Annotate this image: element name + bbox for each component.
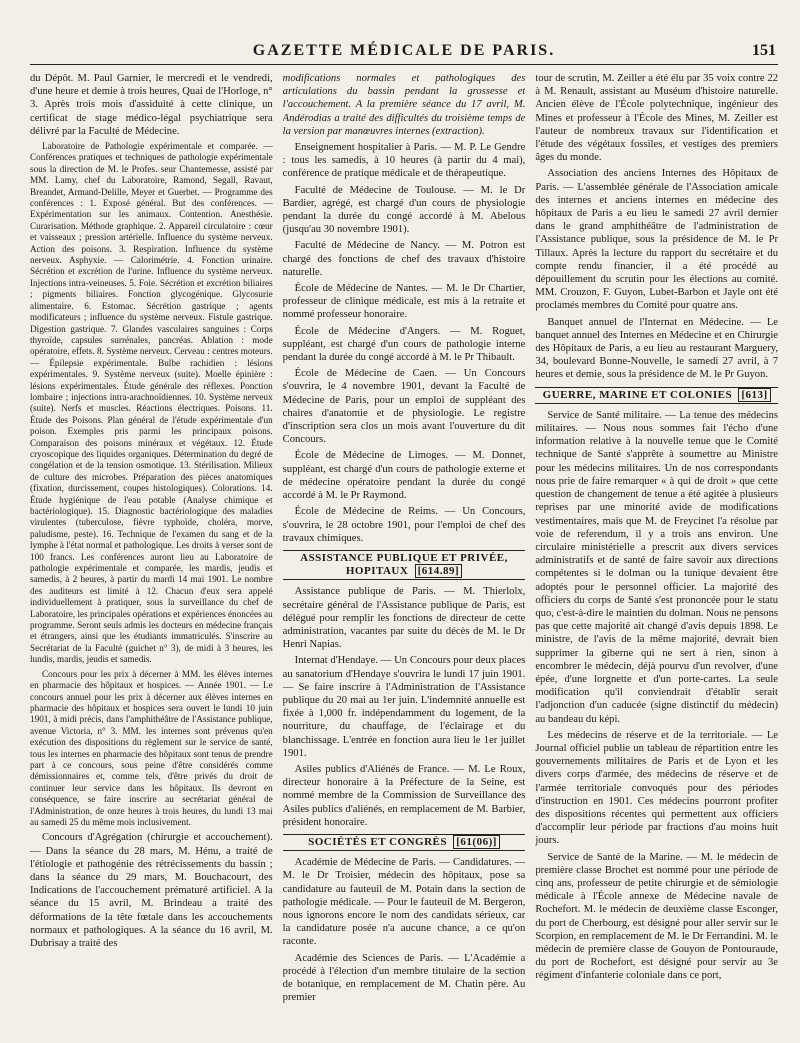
- section-title: SOCIÉTÉS ET CONGRÈS: [308, 835, 447, 848]
- page-number: 151: [752, 42, 776, 59]
- paragraph: tour de scrutin, M. Zeiller a été élu par 35 voix contre 22 à M. Renault, assistant au Muséum d'histoire naturelle. Ancien élève de l'École polytechnique, ingénieur des Mines et professeur à l'École des Mines, M. Zeiller est l'auteur de nombreux travaux sur l'identification et l'étude des végétaux fossiles, et vestiges des premiers âges du monde.: [535, 73, 779, 164]
- paragraph: École de Médecine de Limoges. — M. Donnet, suppléant, est chargé d'un cours de pathologie externe et de médecine opératoire pendant la durée du congé accordé à M. le Pr Raymond.: [282, 450, 526, 502]
- paragraph: du Dépôt. M. Paul Garnier, le mercredi et le vendredi, d'une heure et demie à trois heures, Quai de l'Horloge, n° 3. Après trois mois d'assiduité à cette clinique, un certificat de stage médico-légal psychiatrique sera délivré par la Faculté de Médecine.: [30, 73, 273, 137]
- paragraph: Faculté de Médecine de Toulouse. — M. le Dr Bardier, agrégé, est chargé d'un cours de physiologie pendant la durée du congé accordé à M. Abelous (jusqu'au 30 novembre 1901).: [282, 184, 526, 236]
- paragraph: École de Médecine d'Angers. — M. Roguet, suppléant, est chargé d'un cours de pathologie interne pendant la durée du congé accordé à M. le Pr Thibault.: [282, 325, 526, 364]
- paragraph: École de Médecine de Nantes. — M. le Dr Chartier, professeur de clinique médicale, est mis à la retraite et nommé professeur honoraire.: [282, 283, 526, 321]
- journal-title: GAZETTE MÉDICALE DE PARIS.: [252, 42, 556, 59]
- column-left: [30, 72, 273, 1037]
- paragraph: Assistance publique de Paris. — M. Thierlolx, secrétaire général de l'Assistance publique de Paris, est délégué pour remplir les fonctions de directeur de cette administration, vacantes par suite du décès de M. le Dr Henri Napias.: [282, 586, 526, 651]
- page-header: [30, 38, 778, 65]
- paragraph: Enseignement hospitalier à Paris. — M. P. Le Gendre : tous les samedis, à 10 heures (à partir du 4 mai), conférence de pratique médicale et de thérapeutique.: [282, 142, 526, 180]
- section-heading: [535, 387, 778, 404]
- paragraph: modifications normales et pathologiques des articulations du bassin pendant la grossesse et l'accouchement. A la première séance du 17 avril, M. Andérodias a traité des difficultés du troisième temps de la version par manœuvres internes (extraction).: [282, 73, 526, 137]
- paragraph: École de Médecine de Caen. — Un Concours s'ouvrira, le 4 novembre 1901, devant la Faculté de Médecine de Paris, pour un emploi de suppléant des chaires d'anatomie et de physiologie. Le registre d'inscription sera clos un mois avant l'ouverture du dit Concours.: [282, 368, 526, 446]
- paragraph: Service de Santé militaire. — La tenue des médecins militaires. — Nous nous sommes fait l'écho d'une information relative à la nouvelle tenue que le Comité technique de Santé s'apprête à soumettre au Ministre pour les médecins militaires. Un de nos correspondants nous prie de faire remarquer « à qui de droit » que cette question de changement de tenue a été agitée à plusieurs reprises par une minorité avide de modifications vestimentaires, mais que M. de Freycinet l'a résolue par voie de referendum, il y a trois ans environ. Une circulaire ministérielle a prescrit aux divers services administratifs et de santé de faire savoir aux directions compétentes si le dolman ou la tunique devaient être adoptés pour le personnel officier. La majorité des officiers du corps de Santé s'est prononcée pour le statu quo, c'est-à-dire le maintien du dolman. Nous ne pensons pas que cette majorité ait changé d'avis depuis 1898. Le ministre, de l'avis de la même majorité, devrait bien supprimer la giberne qui ne sert à rien, sinon à encombrer le médecin, déjà pourvu d'un revolver, d'une épée, d'une lorgnette et d'un porte-cartes. La seule modification qu'il conviendrait d'établir serait l'adjonction d'un caducée (signe distinctif du médecin) au bandeau du képi.: [535, 409, 779, 725]
- section-code: [613]: [738, 388, 770, 402]
- article-columns: [30, 72, 778, 1037]
- section-title: GUERRE, MARINE ET COLONIES: [542, 388, 733, 401]
- paragraph: Asiles publics d'Aliénés de France. — M. Le Roux, directeur honoraire à la Préfecture de la Seine, est nommé membre de la Commission de Surveillance des Asiles publics d'aliénés, en remplacement de M. Barbier, président honoraire.: [282, 763, 526, 828]
- paragraph: Concours d'Agrégation (chirurgie et accouchement). — Dans la séance du 28 mars, M. Hénu, a traité de l'étiologie et pathogénie des rétrécissements du bassin ; dans la séance du 29 mars, M. Bouchacourt, des Indications de l'accouchement prématuré artificiel. A la séance du 15 avril, M. Brindeau a traité des déformations de la tête fœtale dans les accouchements normaux et pathologiques. A la séance du 16 avril, M. Dubrisay a traité des: [30, 832, 273, 950]
- column-middle: [283, 72, 526, 1037]
- paragraph: Concours pour les prix à décerner à MM. les élèves internes en pharmacie des hôpitaux et hospices. — Année 1901. — Le concours annuel pour les prix à décerner aux élèves internes en pharmacie des hôpitaux et hospices sera ouvert le lundi 10 juin 1901, à midi précis, dans l'amphithéâtre de l'Assistance publique, avenue Victoria, n° 3. MM. les internes sont prévenus qu'en exécution des dispositions du règlement sur le service de santé, tous les internes en pharmacie des hôpitaux sont tenus de prendre part à ce concours, sous peine d'être considérés comme démissionnaires et, comme tels, d'être privés du droit de continuer leur service dans les hôpitaux. Ils devront en conséquence, se faire inscrire au secrétariat général de l'Administration, de onze heures à trois heures, du lundi 13 mai au samedi 25 du même mois inclusivement.: [30, 668, 273, 827]
- paragraph: Association des anciens Internes des Hôpitaux de Paris. — L'assemblée générale de l'Association amicale des internes et anciens internes en médecine des hôpitaux de Paris a eu lieu le samedi 27 avril dernier dans le grand amphithéâtre de l'administration de l'Assistance publique, sous la présidence de M. le Pr Tillaux. Après la lecture du rapport du secrétaire et du compte rendu financier, il a été procédé au dépouillement du scrutin pour les élections au comité. MM. Crouzon, F. Guyon, Lubet-Barbon et Jayle ont été proclamés membres du Comité pour quatre ans.: [535, 168, 779, 312]
- paragraph: Service de Santé de la Marine. — M. le médecin de première classe Brochet est nommé pour une période de cinq ans, professeur de petite chirurgie et de sémiologie médicale à l'École annexe de Médecine navale de Rochefort. M. le médecin de deuxième classe Esconger, du port de Cherbourg, est désigné pour aller servir sur le Scorpion, en remplacement de M. le Dr Ferrandini. M. le médecin de première classe de Gouyon de Pontouraude, du port de Rochefort, est désigné pour servir au 3e régiment d'infanterie coloniale dans ce port,: [535, 851, 779, 982]
- section-heading: [283, 550, 526, 580]
- paragraph: Laboratoire de Pathologie expérimentale et comparée. — Conférences pratiques et techniques de pathologie expérimentale sous la direction de M. le Profes. seur Chantemesse, assisté par MM. Lamy, chef du Laboratoire, Ramond, Segall, Ravaut, Breandet, Armand-Delille, Meyer et Guerbet. — Programme des conférences : 1. Exposé général. But des conférences. — Expérimentation sur les animaux. Contention. Anesthésie. Curarisation. Méthode graphique. 2. Appareil circulatoire : cœur et vaisseaux ; pression artérielle. Influence du système nerveux. Action des poisons. 3. Respiration. Influence du système nerveux. Asphyxie. — Calorimétrie. 4. Fonction urinaire. Sécrétion et excrétion de l'urine. Influence du système nerveux. Injections intra-veineuses. 5. Foie. Sécrétion et excrétion biliaires ; pigments biliaires. Fonction glycogénique. Glycosurie alimentaire. 6. Estomac. Sécrétion gastrique ; agents modificateurs ; influence du système nerveux. Fistule gastrique. Digestion gastrique. 7. Glandes vasculaires sanguines : Corps thyroïde, capsules surrénales, pancréas. Ablation : mode opératoire, effets. 8. Système nerveux. Cerveau : centres moteurs. — Épilepsie expérimentale. Bulbe rachidien : lésions expérimentales. 9. Système nerveux (suite). Moelle épinière : lésions expérimentales. Étude générale des réflexes. Ponction lombaire ; injections intra-arachnoïdiennes. 10. Système nerveux (suite). Nerfs et muscles. Réactions électriques. Poisons. 11. Étude des Poisons. Plan général de l'étude expérimentale d'un poison. Exemples pris parmi les principaux poisons. Comparaison des poisons minéraux et végétaux. 12. Étude cryoscopique des liquides organiques. Détermination du degré de congélation et de la tension osmotique. 13. Stérilisation. Milieux de culture des microbes. Préparation des pièces anatomiques (fixation, durcissement, coupes histologiques). Colorations. 14. Étude hygiénique de l'eau potable (Analyse chimique et bactériologique). 15. Diagnostic bactériologique des maladies virulentes (tuberculose, fièvre typhoïde, choléra, morve, paludisme, peste). 16. Technique de l'examen du sang et de la lymphe à l'état normal et pathologique. Les droits à verser sont de 100 francs. Les conférences auront lieu au Laboratoire de pathologie expérimentale et comparée, les mardis, jeudis et samedis, à 2 heures, à partir du mardi 14 mai 1901. Le nombre des auditeurs est limité à 12. Chacun d'eux sera appelé individuellement à pratiquer, sous la surveillance du chef de Laboratoire, les principales opérations et expériences énoncées au programme. Seront seuls admis les docteurs en médecine français et étrangers, ainsi que les étudiants immatriculés. S'inscrire au Secrétariat de la Faculté (guichet n° 3), de midi à 3 heures, les lundis, mardis, jeudis et samedis.: [30, 141, 273, 665]
- paragraph: Les médecins de réserve et de la territoriale. — Le Journal officiel publie un tableau de répartition entre les gouvernements militaires de Paris et de Lyon et les divers corps d'armée, des médecins de réserve et de l'armée territoriale convoqués pour des périodes d'instruction en 1901. Ces médecins pourront profiter des dispositions récentes qui permettent aux officiers d'accomplir leur période par fractions d'au moins huit jours.: [535, 729, 779, 847]
- paragraph: Académie de Médecine de Paris. — Candidatures. — M. le Dr Troisier, médecin des hôpitaux, pose sa candidature au fauteuil de M. Potain dans la section de pathologie médicale. — Pour le fauteuil de M. Bergeron, nous ignorons encore le nom des candidats sérieux, car la candidature posée n'a aucune chance, a ce qu'on raconte.: [282, 857, 526, 948]
- paragraph: Internat d'Hendaye. — Un Concours pour deux places au sanatorium d'Hendaye s'ouvrira le lundi 17 juin 1901. — Se faire inscrire à l'Administration de l'Assistance publique du 20 mai au 1er juin. L'indemnité annuelle est fixée à 1,000 fr. indépendamment du logement, de la nourriture, du chauffage, de l'éclairage et du blanchissage. L'entrée en fonction aura lieu le 1er juillet 1901.: [282, 655, 526, 759]
- paragraph: École de Médecine de Reims. — Un Concours, s'ouvrira, le 28 octobre 1901, pour l'emploi de chef des travaux chimiques.: [282, 506, 526, 544]
- section-title: ASSISTANCE PUBLIQUE ET PRIVÉE, HOPITAUX: [300, 551, 508, 578]
- section-code: [614.89]: [415, 564, 463, 578]
- column-right: [535, 72, 778, 1037]
- paragraph: Académie des Sciences de Paris. — L'Académie a procédé à l'élection d'un membre titulaire de la section de botanique, en remplacement de M. Chatin père. Au premier: [282, 952, 526, 1004]
- paragraph: Banquet annuel de l'Internat en Médecine. — Le banquet annuel des Internes en Médecine et en Chirurgie des Hôpitaux de Paris, a eu lieu au restaurant Marguery, 34, boulevard Bonne-Nouvelle, le samedi 27 avril, à 7 heures et demie, sous la présidence de M. le Pr Guyon.: [535, 316, 779, 381]
- paragraph: Faculté de Médecine de Nancy. — M. Potron est chargé des fonctions de chef des travaux d'histoire naturelle.: [282, 240, 526, 278]
- section-code: [61(06)]: [453, 835, 500, 849]
- section-heading: [283, 834, 526, 851]
